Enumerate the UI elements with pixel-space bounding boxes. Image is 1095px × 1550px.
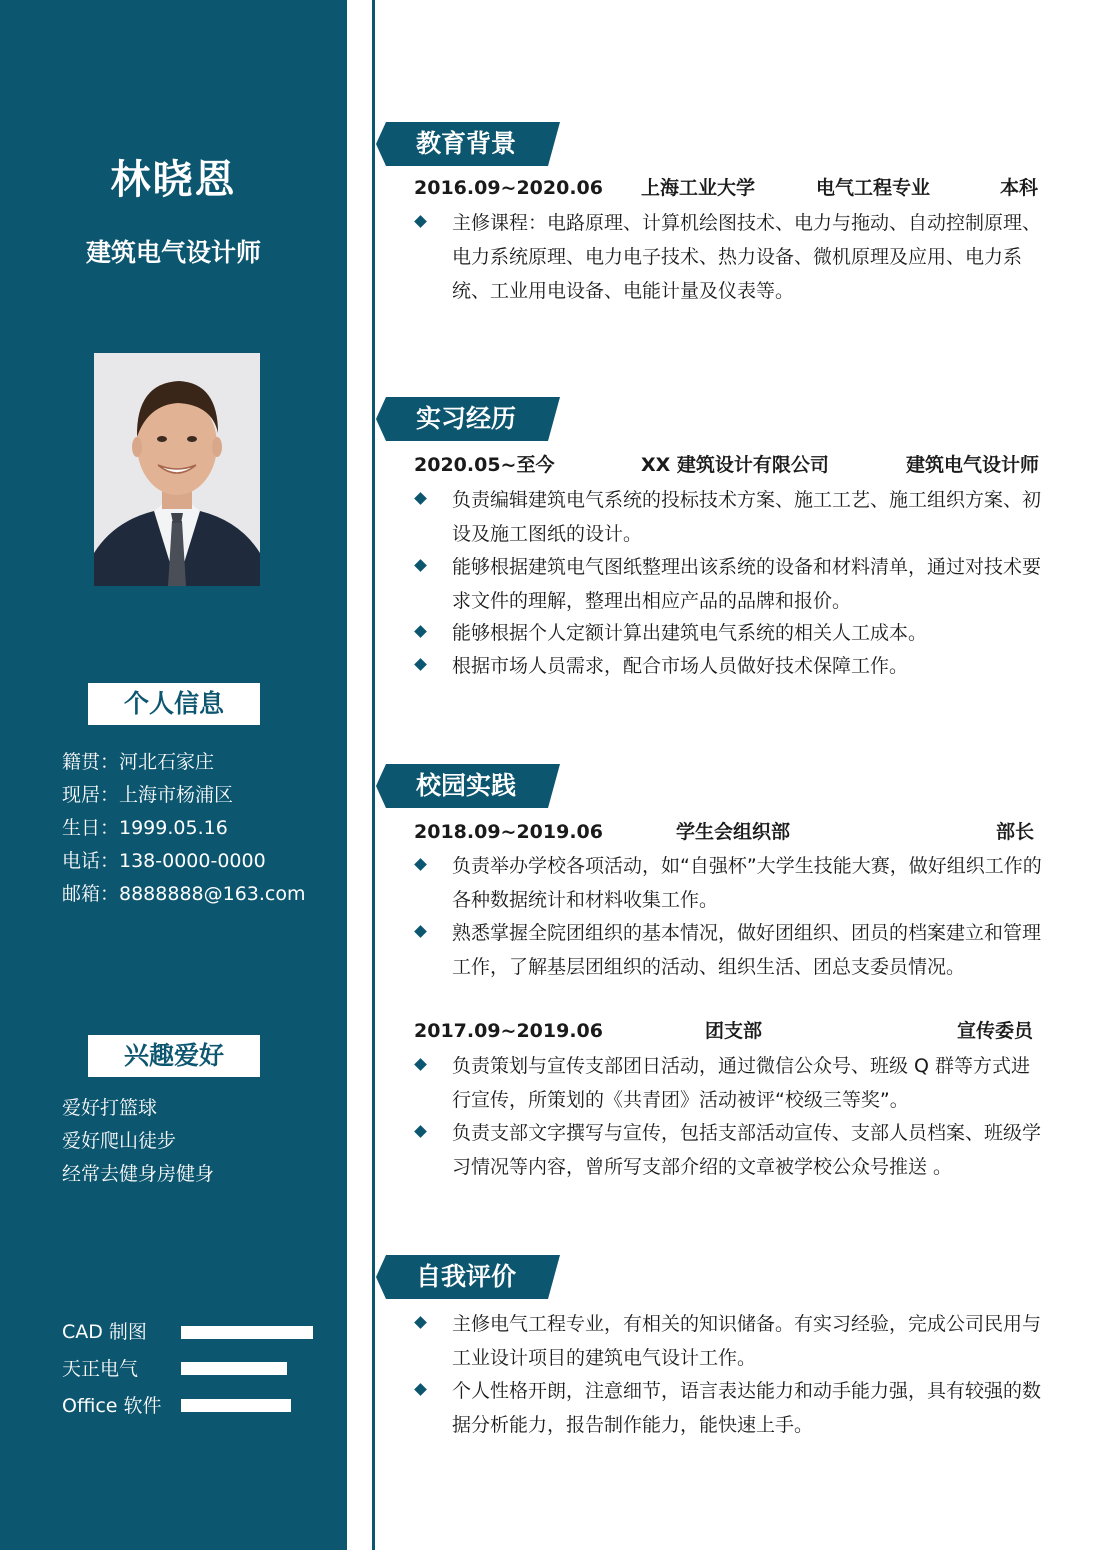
list-item: 个人性格开朗，注意细节，语言表达能力和动手能力强，具有较强的数据分析能力，报告制作能力，能快速上手。 [416, 1374, 1044, 1442]
campus-org: 学生会组织部 [676, 821, 791, 843]
campus-period: 2018.09~2019.06 [414, 821, 603, 843]
campus-role: 部长 [996, 821, 1035, 843]
bullet-diamond-icon [414, 1316, 427, 1329]
bullet-diamond-icon [414, 1383, 427, 1396]
edu-major: 电气工程专业 [816, 177, 931, 199]
info-residence: 现居：上海市杨浦区 [62, 784, 234, 806]
section-header-education [376, 122, 566, 166]
edu-degree: 本科 [1000, 177, 1039, 199]
list-item: 熟悉掌握全院团组织的基本情况，做好团组织、团员的档案建立和管理工作，了解基层团组织的活动、组织生活、团总支委员情况。 [416, 916, 1044, 984]
hobby-item: 爱好爬山徒步 [62, 1130, 177, 1152]
divider-line [372, 0, 375, 1550]
section-header-self-eval [376, 1255, 566, 1299]
skill-bar-cad [181, 1326, 313, 1339]
edu-school: 上海工业大学 [641, 177, 756, 199]
list-item: 负责策划与宣传支部团日活动，通过微信公众号、班级 Q 群等方式进行宣传，所策划的《共青团》活动被评“校级三等奖”。 [416, 1049, 1044, 1117]
candidate-name: 林晓恩 [110, 157, 237, 203]
list-item: 主修电气工程专业，有相关的知识储备。有实习经验，完成公司民用与工业设计项目的建筑电气设计工作。 [416, 1307, 1044, 1375]
section-title: 教育背景 [416, 129, 517, 158]
info-hometown: 籍贯：河北石家庄 [62, 751, 215, 773]
list-item: 负责编辑建筑电气系统的投标技术方案、施工工艺、施工组织方案、初设及施工图纸的设计。 [416, 483, 1044, 551]
profile-photo [94, 353, 260, 586]
bullet-diamond-icon [414, 925, 427, 938]
edu-period: 2016.09~2020.06 [414, 177, 603, 199]
intern-role: 建筑电气设计师 [906, 454, 1040, 476]
hobby-item: 爱好打篮球 [62, 1097, 158, 1119]
info-email: 邮箱：8888888@163.com [62, 883, 306, 905]
info-birthday: 生日：1999.05.16 [62, 817, 228, 839]
list-item: 负责支部文字撰写与宣传，包括支部活动宣传、支部人员档案、班级学习情况等内容，曾所写支部介绍的文章被学校公众号推送 。 [416, 1116, 1044, 1184]
list-item: 能够根据个人定额计算出建筑电气系统的相关人工成本。 [416, 616, 1044, 650]
bullet-diamond-icon [414, 625, 427, 638]
skill-label-tangent: 天正电气 [62, 1358, 139, 1380]
list-item: 根据市场人员需求，配合市场人员做好技术保障工作。 [416, 649, 1044, 683]
intern-period: 2020.05~至今 [414, 454, 555, 476]
section-header-internship [376, 397, 566, 441]
section-title: 校园实践 [416, 771, 517, 800]
bullet-diamond-icon [414, 858, 427, 871]
bullet-diamond-icon [414, 215, 427, 228]
campus-org: 团支部 [705, 1020, 763, 1042]
skill-bar-office [181, 1399, 313, 1412]
section-header-campus [376, 764, 566, 808]
section-title: 实习经历 [416, 404, 517, 433]
campus-role: 宣传委员 [957, 1020, 1034, 1042]
personal-info-heading: 个人信息 [88, 683, 260, 725]
bullet-diamond-icon [414, 658, 427, 671]
job-title: 建筑电气设计师 [85, 238, 261, 267]
intern-company: XX 建筑设计有限公司 [641, 454, 829, 476]
list-item: 能够根据建筑电气图纸整理出该系统的设备和材料清单，通过对技术要求文件的理解，整理出相应产品的品牌和报价。 [416, 550, 1044, 618]
skill-bar-tangent [181, 1362, 313, 1375]
list-item: 负责举办学校各项活动，如“自强杯”大学生技能大赛，做好组织工作的各种数据统计和材料收集工作。 [416, 849, 1044, 917]
sidebar [0, 0, 347, 1550]
bullet-diamond-icon [414, 492, 427, 505]
list-item: 主修课程：电路原理、计算机绘图技术、电力与拖动、自动控制原理、电力系统原理、电力电子技术、热力设备、微机原理及应用、电力系统、工业用电设备、电能计量及仪表等。 [416, 206, 1044, 308]
section-title: 自我评价 [416, 1262, 517, 1291]
bullet-diamond-icon [414, 1058, 427, 1071]
bullet-diamond-icon [414, 559, 427, 572]
campus-period: 2017.09~2019.06 [414, 1020, 603, 1042]
hobbies-heading: 兴趣爱好 [88, 1035, 260, 1077]
skill-label-office: Office 软件 [62, 1395, 162, 1417]
info-phone: 电话：138-0000-0000 [62, 850, 266, 872]
skill-label-cad: CAD 制图 [62, 1321, 147, 1343]
hobby-item: 经常去健身房健身 [62, 1163, 215, 1185]
bullet-diamond-icon [414, 1125, 427, 1138]
